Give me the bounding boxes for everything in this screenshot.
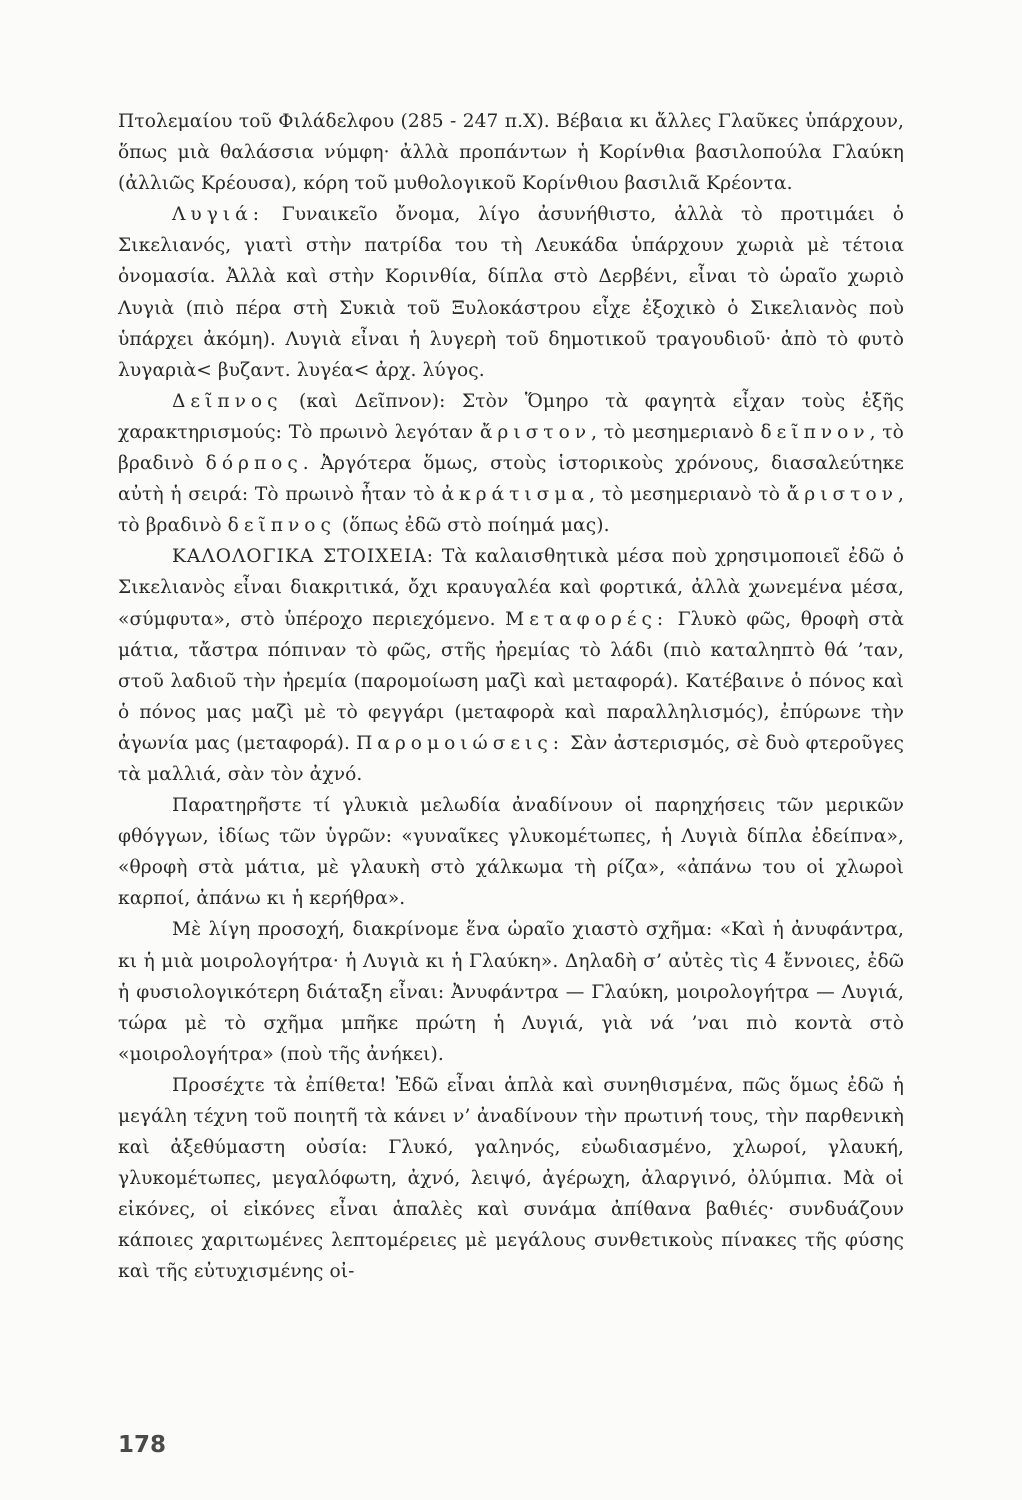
paragraph-epitheta: Προσέχτε τὰ ἐπίθετα! Ἐδῶ εἶναι ἁπλὰ καὶ συνηθισμένα, πῶς ὅμως ἐδῶ ἡ μεγάλη τέχνη τοῦ ποιητῆ τὰ κάνει ν’ ἀναδίνουν τὴν πρωτινή τους, τὴν παρθενικὴ καὶ ἀξεθύμαστη οὐσία: Γλυκό, γαληνός, εὐωδιασμένο, χλωροί, γλαυκή, γλυκομέτωπες, μεγαλόφωτη, ἀχνό, λειψό, ἀγέρωχη, ἀλαργινό, ὀλύμπια. Μὰ οἱ εἰκόνες, οἱ εἰκόνες εἶναι ἁπαλὲς καὶ συνάμα ἀπίθανα βαθιές· συνδυάζουν κάποιες χαριτωμένες λεπτομέρειες μὲ μεγάλους συνθετικοὺς πίνακες τῆς φύσης καὶ τῆς εὐτυχισμένης οἰ- [118,1074,904,1283]
paragraph-chiasto: Μὲ λίγη προσοχή, διακρίνομε ἕνα ὡραῖο χιαστὸ σχῆμα: «Καὶ ἡ ἀνυφάντρα, κι ἡ μιὰ μοιρολογήτρα· ἡ Λυγιὰ κι ἡ Γλαύκη». Δηλαδὴ σ’ αὐτὲς τὶς 4 ἔννοιες, ἐδῶ ἡ φυσιολογικότερη διάταξη εἶναι: Ἀνυφάντρα — Γλαύκη, μοιρολογήτρα — Λυγιά, τώρα μὲ τὸ σχῆμα μπῆκε πρώτη ἡ Λυγιά, γιὰ νά ’ναι πιὸ κοντὰ στὸ «μοιρολογήτρα» (ποὺ τῆς ἀνήκει). [118,919,904,1065]
deipnos-text-5: , τὸ μεσημεριανὸ τὸ [589,484,787,506]
term-metafores: Μεταφορές: [505,608,669,630]
paragraph-parichiseis: Παρατηρῆστε τί γλυκιὰ μελωδία ἀναδίνουν οἱ παρηχήσεις τῶν μερικῶν φθόγγων, ἰδίως τῶν ὑγρῶν: «γυναῖκες γλυκομέτωπες, ἡ Λυγιὰ δίπλα ἐδείπνα», «θροφὴ στὰ μάτια, μὲ γλαυκὴ στὸ χάλκωμα τὴ ρίζα», «ἀπάνω του οἱ χλωροὶ καρποί, ἀπάνω κι ἡ κερήθρα». [118,795,904,910]
word-deipnon: δεῖπνον [760,421,870,443]
deipnos-text-7: (ὅπως ἐδῶ στὸ ποίημά μας). [335,515,610,537]
term-deipnos: Δεῖπνος [172,390,283,412]
word-dorpos: δόρπος [205,453,303,475]
kalologika-text-1: Τὰ καλαισθητικὰ μέσα ποὺ χρησιμοποιεῖ ἐδῶ ὁ Σικελιανὸς εἶναι διακριτικά, ὄχι κραυγαλέα καὶ φορτικά, ἀλλὰ χωνεμένα μέσα, «σύμφυτα», στὸ ὑπέροχο περιεχόμενο. [118,546,904,630]
deipnos-text-2: , τὸ μεσημεριανὸ [591,421,761,443]
paragraph-1: Πτολεμαίου τοῦ Φιλάδελφου (285 - 247 π.Χ). Βέβαια κι ἄλλες Γλαῦκες ὑπάρχουν, ὅπως μιὰ θαλάσσια νύμφη· ἀλλὰ προπάντων ἡ Κορίνθια βασιλοπούλα Γλαύκη (ἀλλιῶς Κρέουσα), κόρη τοῦ μυθολογικοῦ Κορίνθιου βασιλιᾶ Κρέοντα. [118,111,904,195]
section-heading-kalologika: ΚΑΛΟΛΟΓΙΚΑ ΣΤΟΙΧΕΙΑ: [172,546,435,568]
paragraph-lygia-text: Γυναικεῖο ὄνομα, λίγο ἀσυνήθιστο, ἀλλὰ τὸ προτιμάει ὁ Σικελιανός, γιατὶ στὴν πατρίδα του τὴ Λευκάδα ὑπάρχουν χωριὰ μὲ τέτοια ὀνομασία. Ἀλλὰ καὶ στὴν Κορινθία, δίπλα στὸ Δερβένι, εἶναι τὸ ὡραῖο χωριὸ Λυγιὰ (πιὸ πέρα στὴ Συκιὰ τοῦ Ξυλοκάστρου εἶχε ἐξοχικὸ ὁ Σικελιανὸς ποὺ ὑπάρχει ἀκόμη). Λυγιὰ εἶναι ἡ λυγερὴ τοῦ δημοτικοῦ τραγουδιοῦ· ἀπὸ τὸ φυτὸ λυγαριὰ< βυζαντ. λυγέα< ἀρχ. λύγος. [118,204,904,381]
word-aristos-1: ἄριστον [479,421,592,443]
term-paromoioseis: Παρομοιώσεις: [356,732,565,754]
paragraph-deipnos [118,386,904,541]
deipnos-text-4: . Ἀργότερα ὅμως, στοὺς ἱστορικοὺς χρόνους, διασαλεύτηκε αὐτὴ ἡ σειρά: Τὸ πρωινὸ ἦταν τὸ [118,453,905,506]
page-text [118,106,904,1288]
word-akratisma: ἀκράτισμα [441,484,590,506]
kalologika-text-3: Σὰν ἀστερισμός, σὲ δυὸ φτεροῦγες τὰ μαλλιά, σὰν τὸν ἀχνό. [118,732,905,785]
word-deipnos: δεῖπνος [227,515,336,537]
term-lygia: Λυγιά: [172,204,264,226]
deipnos-text-6: , τὸ βραδινὸ [118,484,904,537]
deipnos-text-3: , τὸ βραδινὸ [118,421,904,475]
page-number: 178 [118,1432,167,1458]
word-aristos-2: ἄριστον [786,484,898,506]
paragraph-kalologika [118,541,904,790]
deipnos-text-1: (καὶ Δεῖπνον): Στὸν Ὅμηρο τὰ φαγητὰ εἶχαν τοὺς ἑξῆς χαρακτηρισμούς: Τὸ πρωινὸ λεγόταν [118,390,904,443]
paragraph-lygia [118,199,904,386]
kalologika-text-2: Γλυκὸ φῶς, θροφὴ στὰ μάτια, τἄστρα πόπιναν τὸ φῶς, στῆς ἠρεμίας τὸ λάδι (πιὸ καταληπτὸ θά ’ταν, στοῦ λαδιοῦ τὴν ἠρεμία (παρομοίωση μαζὶ καὶ μεταφορά). Κατέβαινε ὁ πόνος καὶ ὁ πόνος μας μαζὶ μὲ τὸ φεγγάρι (μεταφορὰ καὶ παραλληλισμός), ἐπύρωνε τὴν ἀγωνία μας (μεταφορά). [118,608,904,754]
